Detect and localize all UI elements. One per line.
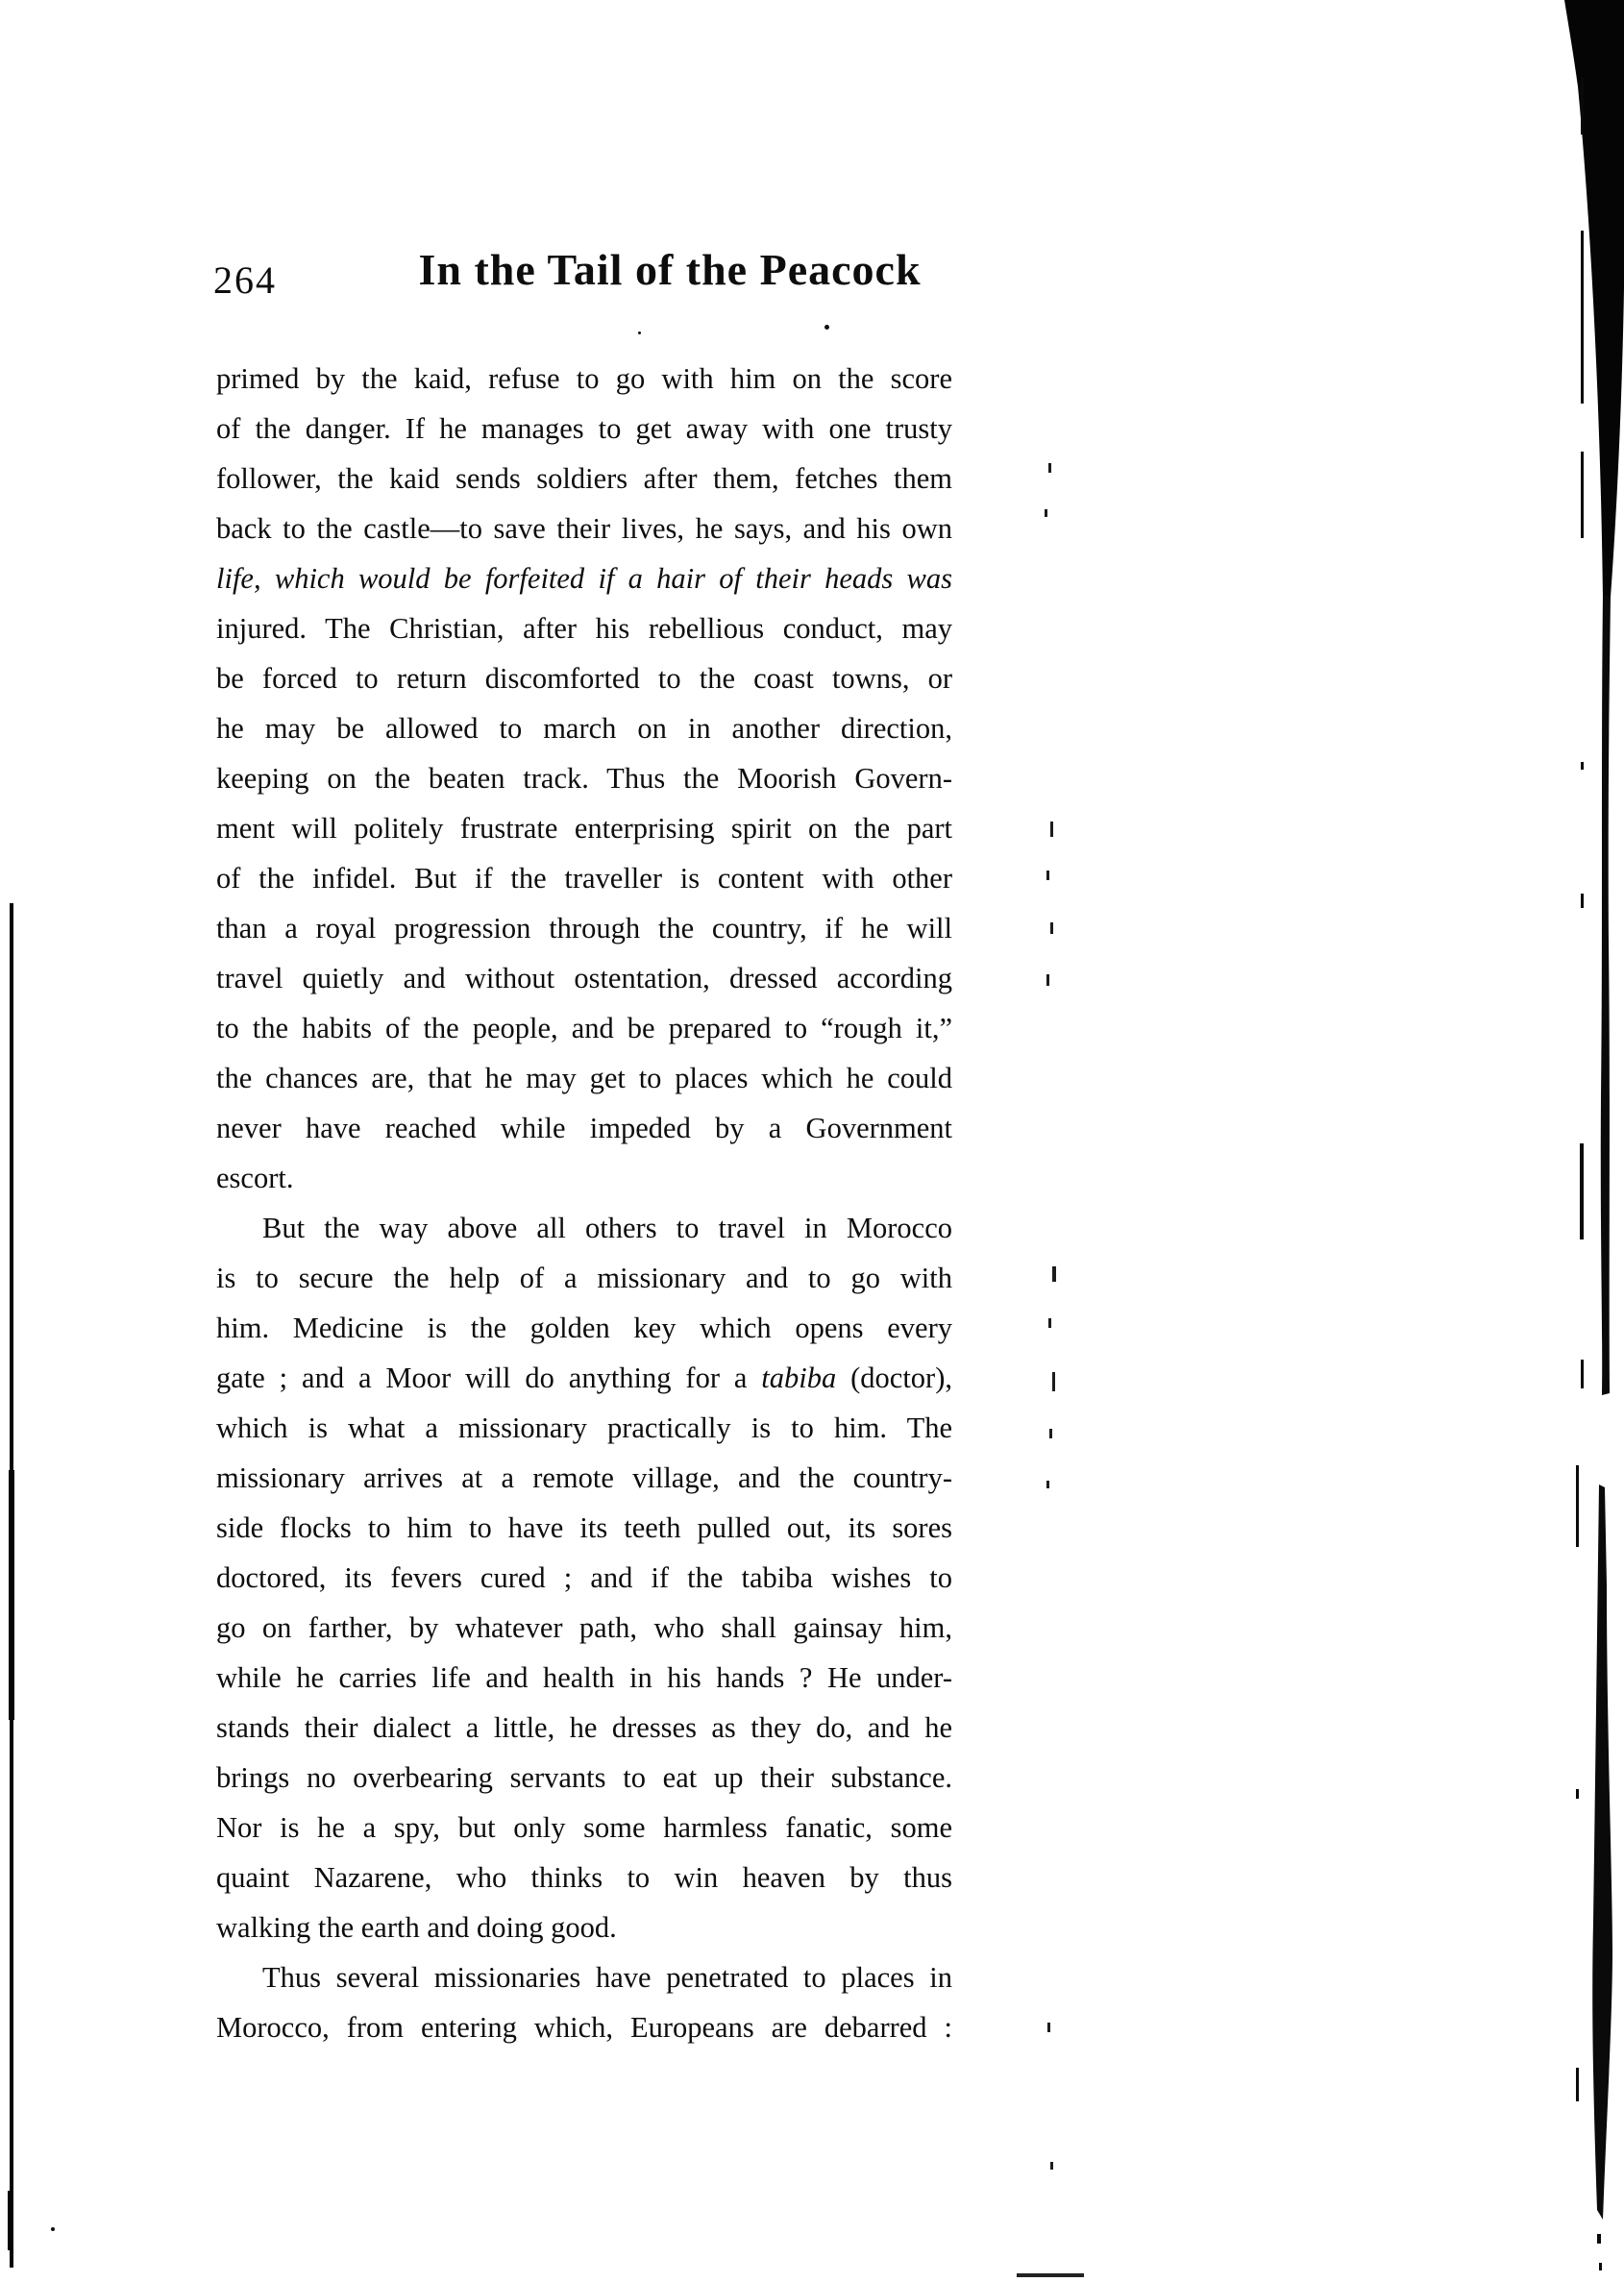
text-line: Thus several missionaries have penetrated to places in <box>262 1961 952 1994</box>
scan-tick <box>1046 1481 1049 1488</box>
text-line: to the habits of the people, and be prepared to “rough it,” <box>216 1012 952 1044</box>
text-line: be forced to return discomforted to the coast towns, or <box>216 662 952 695</box>
text-line: is to secure the help of a missionary and to go with <box>216 1262 952 1294</box>
page-text-block <box>216 354 952 2052</box>
text-line: stands their dialect a little, he dresses as they do, and he <box>216 1711 952 1744</box>
scan-tick <box>1050 2162 1053 2170</box>
scan-tick <box>1050 822 1053 837</box>
scan-margin-line-left-thick <box>9 1470 14 1720</box>
text-line: Morocco, from entering which, Europeans are debarred : <box>216 2011 952 2044</box>
text-line: go on farther, by whatever path, who shall gainsay him, <box>216 1611 952 1644</box>
text-line: while he carries life and health in his hands ? He under- <box>216 1661 952 1694</box>
page-number: 264 <box>213 258 277 302</box>
text-line: side flocks to him to have its teeth pulled out, its sores <box>216 1511 952 1544</box>
text-line: escort. <box>216 1162 294 1194</box>
text-line: him. Medicine is the golden key which opens every <box>216 1312 952 1344</box>
text-line: missionary arrives at a remote village, and the country- <box>216 1461 952 1494</box>
text-line: But the way above all others to travel in Morocco <box>262 1212 952 1244</box>
running-title: In the Tail of the Peacock <box>418 245 922 294</box>
text-line: primed by the kaid, refuse to go with him on the score <box>216 362 952 395</box>
text-line: follower, the kaid sends soldiers after them, fetches them <box>216 462 952 495</box>
text-line: Nor is he a spy, but only some harmless fanatic, some <box>216 1811 952 1844</box>
text-line: ment will politely frustrate enterprising spirit on the part <box>216 812 952 845</box>
scan-gutter-shadow <box>1555 0 1624 2282</box>
scan-tick <box>1046 974 1049 986</box>
ink-speck <box>638 331 641 334</box>
text-line: gate ; and a Moor will do anything for a tabiba (doctor), <box>216 1362 952 1394</box>
text-line: of the danger. If he manages to get away with one trusty <box>216 412 952 445</box>
text-line: than a royal progression through the country, if he will <box>216 912 952 945</box>
text-line: he may be allowed to march on in another direction, <box>216 712 952 745</box>
text-line: of the infidel. But if the traveller is content with other <box>216 862 952 895</box>
scan-tick <box>1052 1372 1055 1391</box>
scan-tick <box>1050 922 1053 934</box>
scan-tick <box>1048 463 1051 473</box>
scan-tick <box>1045 509 1047 517</box>
text-line: travel quietly and without ostentation, dressed according <box>216 962 952 994</box>
text-line: never have reached while impeded by a Government <box>216 1112 952 1144</box>
scan-tick <box>1048 1318 1051 1328</box>
text-line: injured. The Christian, after his rebellious conduct, may <box>216 612 952 645</box>
text-line: walking the earth and doing good. <box>216 1911 617 1944</box>
ink-speck <box>51 2227 55 2231</box>
scan-tick <box>1046 871 1049 880</box>
text-line: keeping on the beaten track. Thus the Moorish Govern- <box>216 762 952 795</box>
scan-bottom-dash <box>1017 2273 1084 2277</box>
ink-speck <box>824 325 829 330</box>
scan-tick <box>1047 2023 1050 2032</box>
text-line: the chances are, that he may get to places which he could <box>216 1062 952 1094</box>
text-line: back to the castle—to save their lives, he says, and his own <box>216 512 952 545</box>
text-line: doctored, its fevers cured ; and if the tabiba wishes to <box>216 1561 952 1594</box>
scan-tick <box>1049 1429 1052 1438</box>
text-line: brings no overbearing servants to eat up their substance. <box>216 1761 952 1794</box>
scan-tick <box>1052 1266 1056 1282</box>
text-line: quaint Nazarene, who thinks to win heaven by thus <box>216 1861 952 1894</box>
scan-margin-line-left-blob <box>8 2191 13 2250</box>
text-line: which is what a missionary practically is to him. The <box>216 1411 952 1444</box>
text-line: life, which would be forfeited if a hair of their heads was <box>216 562 952 595</box>
